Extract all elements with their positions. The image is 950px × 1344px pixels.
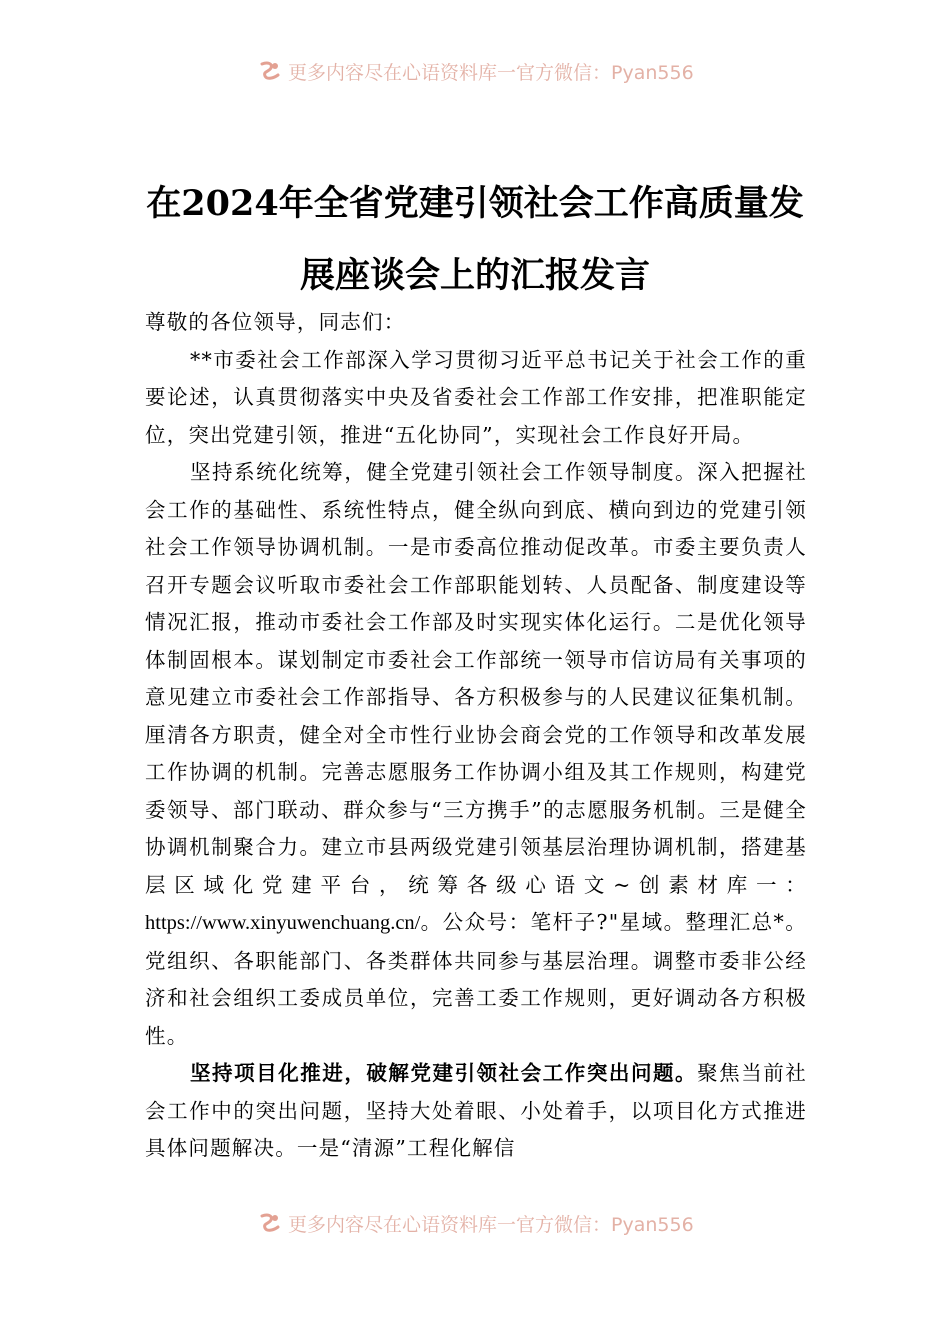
brand-logo-icon	[258, 1211, 282, 1235]
document-title	[145, 168, 805, 312]
paragraph-project-heading: 坚持项目化推进，破解党建引领社会工作突出问题。	[190, 1061, 698, 1085]
paragraph-system-continued: 。公众号：笔杆子?"星域。整理汇总*。党组织、各职能部门、各类群体共同参与基层治理。调整市委非公经济和社会组织工委成员单位，完善工委工作规则，更好调动各方积极性。	[145, 910, 807, 1048]
paragraph-project-text: 聚焦当前社会工作中的突出问题，坚持大处着眼、小处着手，以项目化方式推进具体问题解决。一是“清源”工程化解信	[145, 1061, 808, 1160]
paragraph-system-text: 坚持系统化统筹，健全党建引领社会工作领导制度。深入把握社会工作的基础性、系统性特点，健全纵向到底、横向到边的党建引领社会工作领导协调机制。一是市委高位推动促改革。市委主要负责人召开专题会议听取市委社会工作部职能划转、人员配备、制度建设等情况汇报，推动市委社会工作部及时实现实体化运行。二是优化领导体制固根本。谋划制定市委社会工作部统一领导市信访局有关事项的意见建立市委社会工作部指导、各方积极参与的人民建议征集机制。厘清各方职责，健全对全市性行业协会商会党的工作领导和改革发展工作协调的机制。完善志愿服务工作协调小组及其工作规则，构建党委领导、部门联动、群众参与“三方携手”的志愿服务机制。三是健全协调机制聚合力。建立市县两级党建引领基层治理协调机制，搭建基层区域化党建平台，统筹各级心语文~创素材库一：	[145, 460, 807, 897]
document-body	[145, 304, 807, 1168]
watermark-header	[258, 58, 738, 84]
paragraph-project	[145, 1055, 807, 1168]
paragraph-system	[145, 454, 807, 1055]
brand-logo-icon	[258, 59, 282, 83]
title-line-2: 展座谈会上的汇报发言	[299, 255, 650, 296]
watermark-footer	[258, 1210, 738, 1236]
title-line-1: 在2024年全省党建引领社会工作高质量发	[146, 183, 804, 224]
watermark-text: 更多内容尽在心语资料库一官方微信：Pyan556	[288, 61, 694, 84]
salutation: 尊敬的各位领导，同志们：	[145, 310, 406, 334]
watermark-text: 更多内容尽在心语资料库一官方微信：Pyan556	[288, 1213, 694, 1236]
resource-link[interactable]: https://www.xinyuwenchuang.cn/	[145, 912, 421, 934]
paragraph-intro: **市委社会工作部深入学习贯彻习近平总书记关于社会工作的重要论述，认真贯彻落实中央及省委社会工作部工作安排，把准职能定位，突出党建引领，推进“五化协同”，实现社会工作良好开局。	[145, 347, 807, 447]
